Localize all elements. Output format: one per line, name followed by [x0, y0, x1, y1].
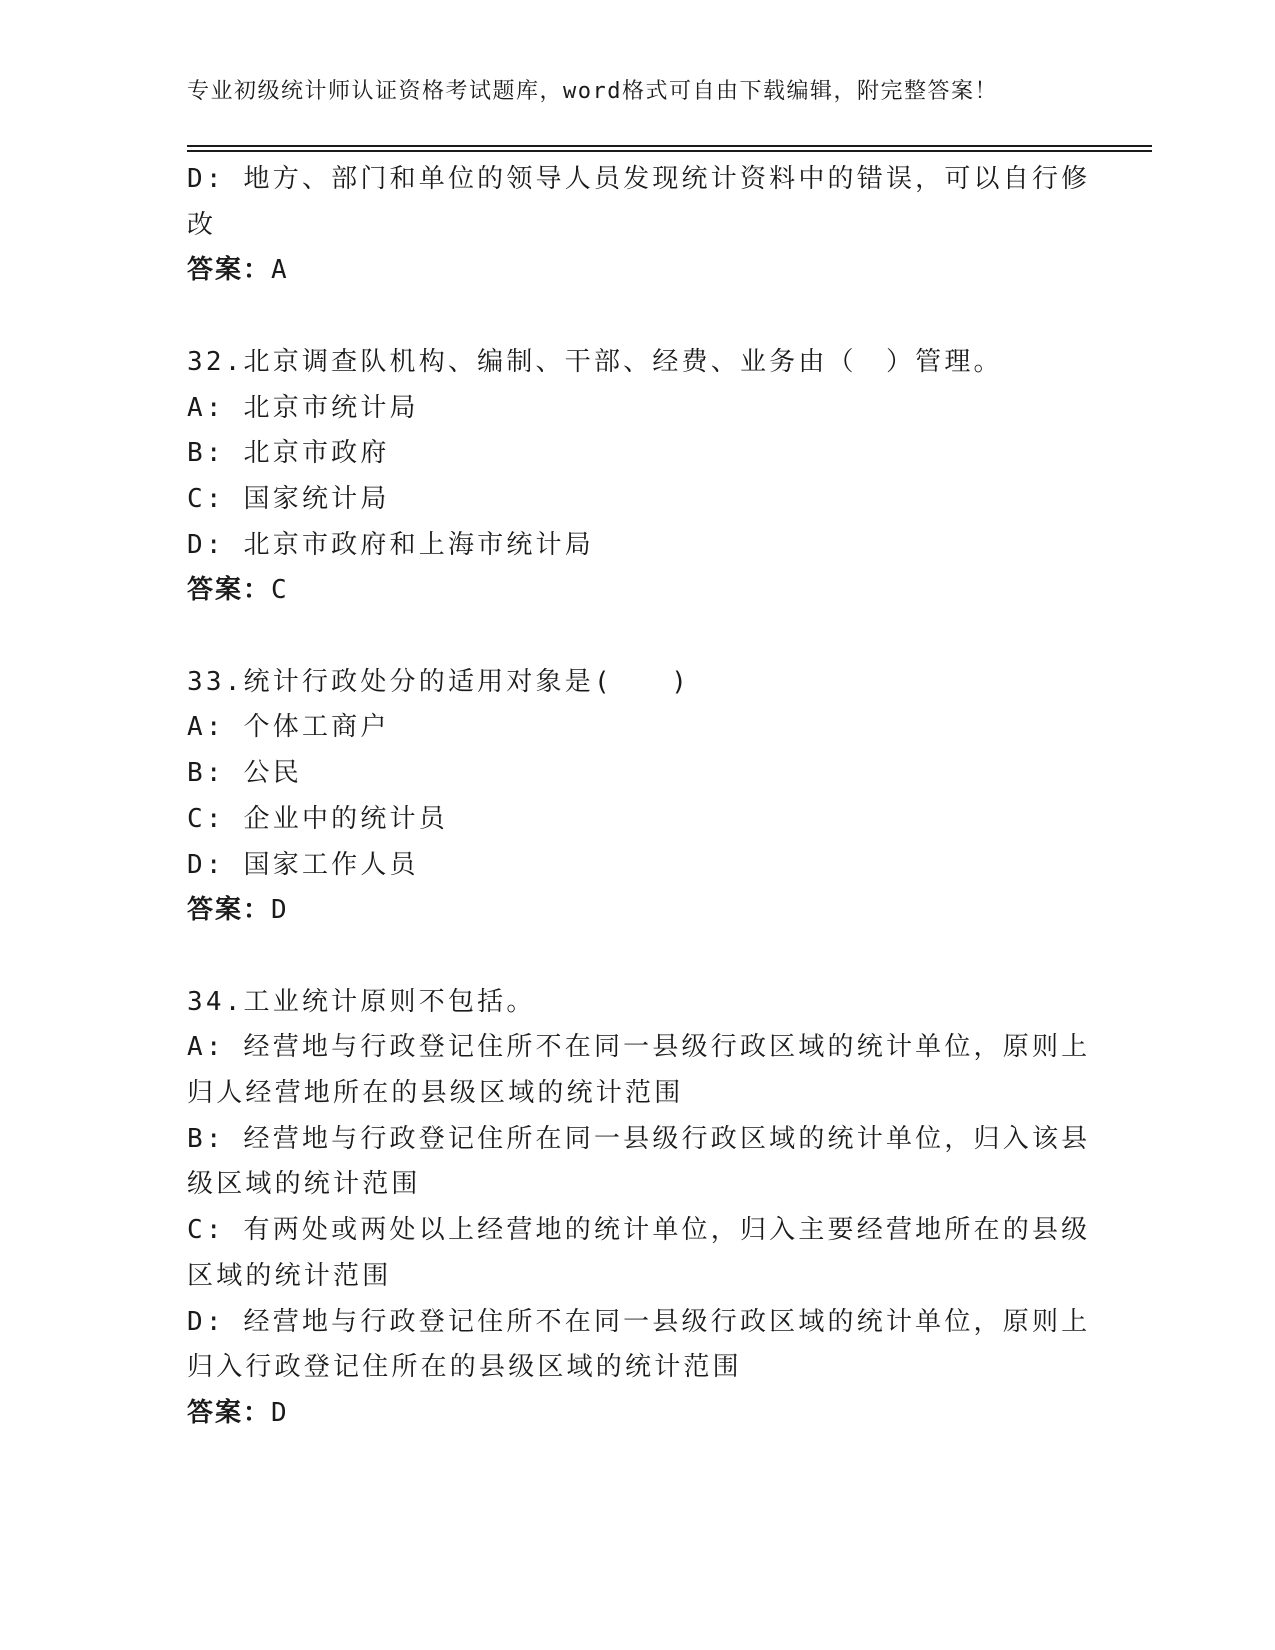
option-c: C: 国家统计局: [187, 483, 390, 514]
answer: [187, 888, 1087, 934]
option-a: A: 经营地与行政登记住所不在同一县级行政区域的统计单位，原则上: [187, 1032, 1091, 1063]
spacer: [187, 294, 1087, 340]
exam-content: [187, 157, 1091, 1437]
option-d-continued: 归入行政登记住所在的县级区域的统计范围: [187, 1352, 742, 1383]
option-b-continued: 级区域的统计范围: [187, 1169, 421, 1200]
option-a-continued: 归人经营地所在的县级区域的统计范围: [187, 1078, 684, 1109]
page-header: 专业初级统计师认证资格考试题库，word格式可自由下载编辑，附完整答案！: [187, 79, 998, 104]
question-32: [187, 340, 1087, 614]
question-stem: 33.统计行政处分的适用对象是( ): [187, 666, 691, 697]
question-stem: 34.工业统计原则不包括。: [187, 986, 536, 1017]
answer: [187, 568, 1087, 614]
option-d-continued: 改: [187, 209, 217, 240]
spacer: [187, 614, 1087, 660]
option-d: D: 经营地与行政登记住所不在同一县级行政区域的统计单位，原则上: [187, 1306, 1091, 1337]
answer-value: D: [271, 1397, 289, 1428]
option-c-continued: 区域的统计范围: [187, 1260, 392, 1291]
answer-value: D: [271, 895, 289, 926]
answer-label: 答案：: [187, 1397, 272, 1428]
answer-label: 答案：: [187, 575, 272, 606]
answer-label: 答案：: [187, 255, 272, 286]
option-a: A: 个体工商户: [187, 712, 390, 743]
option-b: B: 公民: [187, 758, 302, 789]
option-d: D: 地方、部门和单位的领导人员发现统计资料中的错误，可以自行修: [187, 164, 1091, 194]
option-d: D: 国家工作人员: [187, 849, 419, 880]
option-c: C: 有两处或两处以上经营地的统计单位，归入主要经营地所在的县级: [187, 1215, 1091, 1246]
header-rule-bottom: [187, 150, 1152, 152]
option-c: C: 企业中的统计员: [187, 803, 448, 834]
header-rule-top: [187, 145, 1152, 147]
question-33: [187, 660, 1087, 934]
answer-label: 答案：: [187, 895, 272, 926]
question-stem: 32.北京调查队机构、编制、干部、经费、业务由（ ）管理。: [187, 346, 1003, 377]
answer-value: C: [271, 575, 289, 606]
question-34: [187, 980, 1091, 1437]
option-a: A: 北京市统计局: [187, 392, 419, 423]
answer: [187, 1391, 1087, 1437]
answer-value: A: [271, 255, 289, 286]
option-b: B: 北京市政府: [187, 438, 390, 469]
spacer: [187, 934, 1087, 980]
question-31-tail: [187, 157, 1091, 294]
option-b: B: 经营地与行政登记住所在同一县级行政区域的统计单位，归入该县: [187, 1123, 1091, 1154]
answer: [187, 248, 1087, 294]
option-d: D: 北京市政府和上海市统计局: [187, 529, 594, 560]
